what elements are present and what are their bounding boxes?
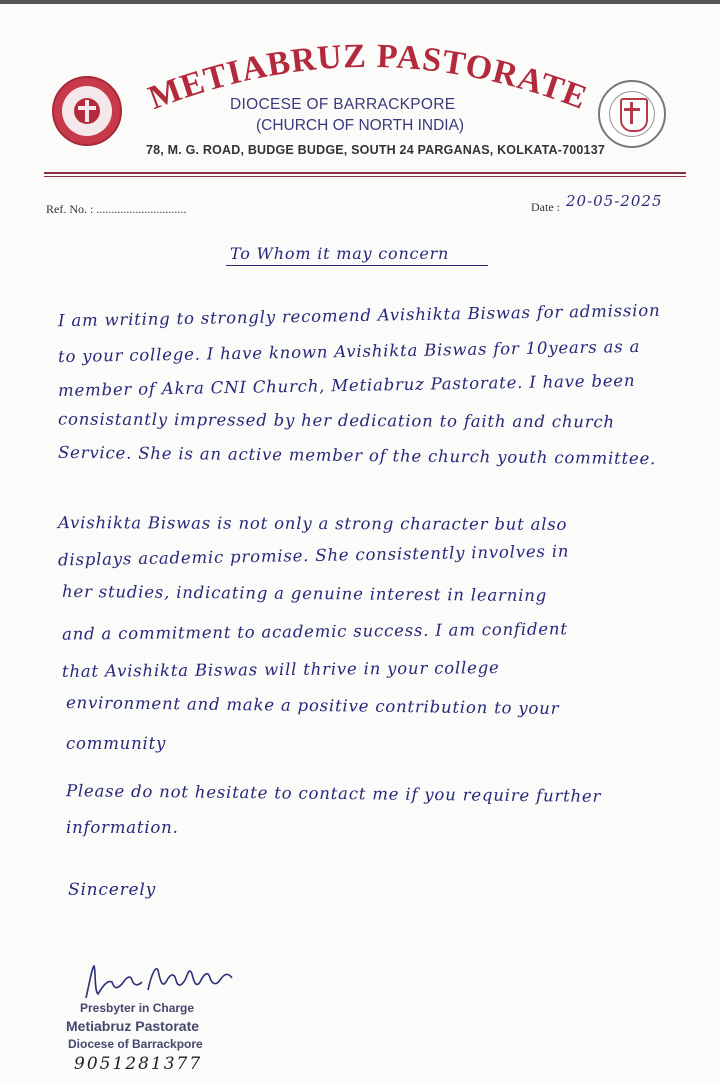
diocese-name: DIOCESE OF BARRACKPORE xyxy=(230,96,456,113)
stamp-diocese: Diocese of Barrackpore xyxy=(68,1037,203,1051)
stamp-pastorate: Metiabruz Pastorate xyxy=(66,1018,200,1034)
closing: Sincerely xyxy=(68,880,157,900)
body-line: to your college. I have known Avishikta Biswas for 10years as a xyxy=(57,336,641,367)
date-value: 20-05-2025 xyxy=(566,192,663,210)
heading-underline xyxy=(226,265,488,266)
handwritten-signature xyxy=(78,960,238,1004)
date-label: Date : xyxy=(531,200,560,214)
body-line: Service. She is an active member of the church youth committee. xyxy=(57,442,657,469)
stamp-role: Presbyter in Charge xyxy=(80,1001,195,1015)
contact-phone: 9051281377 xyxy=(74,1054,203,1074)
church-seal-right xyxy=(598,80,666,148)
letter-heading: To Whom it may concern xyxy=(230,244,450,263)
reference-number: Ref. No. : .............................. xyxy=(46,202,187,216)
church-name: (CHURCH OF NORTH INDIA) xyxy=(256,117,465,134)
body-line: consistantly impressed by her dedication to faith and church xyxy=(57,409,615,432)
body-line: member of Akra CNI Church, Metiabruz Pastorate. I have been xyxy=(57,370,636,401)
body-line: Avishikta Biswas is not only a strong character but also xyxy=(57,513,568,534)
body-line: information. xyxy=(66,818,179,837)
body-line: that Avishikta Biswas will thrive in your college xyxy=(61,658,500,681)
body-line: I am writing to strongly recomend Avishikta Biswas for admission xyxy=(57,300,661,331)
body-line: displays academic promise. She consistently involves in xyxy=(57,541,570,570)
body-line: and a commitment to academic success. I am confident xyxy=(61,619,568,644)
svg-text:METIABRUZ PASTORATE: METIABRUZ PASTORATE xyxy=(143,37,593,118)
page-top-edge xyxy=(0,0,720,4)
body-line: environment and make a positive contribution to your xyxy=(65,692,560,719)
body-line: her studies, indicating a genuine interest in learning xyxy=(61,581,548,606)
letterhead-divider-thin xyxy=(44,176,686,177)
diocese-seal-left xyxy=(52,76,122,146)
body-line: Please do not hesitate to contact me if you require further xyxy=(65,781,602,806)
body-line: community xyxy=(66,734,167,753)
letterhead-address: 78, M. G. ROAD, BUDGE BUDGE, SOUTH 24 PARGANAS, KOLKATA-700137 xyxy=(146,143,606,157)
letterhead-divider xyxy=(44,172,686,174)
